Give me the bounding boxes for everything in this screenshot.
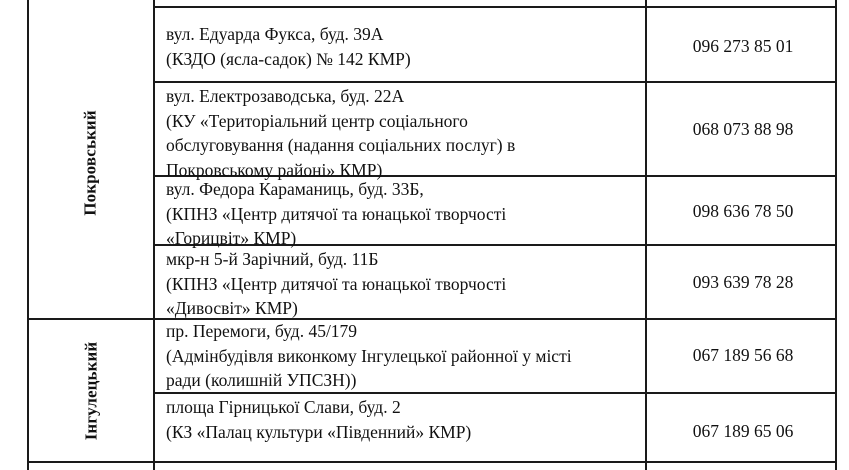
district-label: Покровський [81, 110, 100, 216]
address-cell [166, 177, 644, 251]
district-cell-pokrovskyi [29, 8, 153, 318]
address-line: (КЗ «Палац культури «Південний» КМР) [166, 421, 472, 442]
address-line: вул. Електрозаводська, буд. 22А [166, 86, 405, 106]
phone-cell: 067 189 56 68 [692, 345, 794, 365]
address-line: «Горицвіт» КМР) [166, 228, 297, 248]
district-cell-inhuletskyi [29, 320, 153, 461]
address-line: обслуговування (надання соціальних послуг) в [166, 135, 516, 155]
district-divider-bottom [27, 461, 837, 463]
address-line: (КЗДО (ясла-садок) № 142 КМР) [166, 48, 411, 69]
table-border-right [835, 0, 837, 470]
phone-cell: 096 273 85 01 [692, 36, 794, 56]
address-line: вул. Федора Караманиць, буд. 33Б, [166, 179, 424, 199]
district-label: Інгулецький [81, 341, 100, 440]
phone-cell: 067 189 65 06 [692, 421, 794, 441]
row-divider-top [153, 6, 837, 8]
address-line: (КПНЗ «Центр дитячої та юнацької творчості [166, 273, 507, 294]
table-divider-district [153, 0, 155, 470]
row-divider [153, 81, 837, 83]
address-line: пр. Перемоги, буд. 45/179 [166, 321, 358, 341]
address-line: «Дивосвіт» КМР) [166, 298, 298, 318]
address-line: вул. Едуарда Фукса, буд. 39А [166, 24, 384, 44]
address-line: (КПНЗ «Центр дитячої та юнацької творчості [166, 203, 507, 224]
address-cell [166, 319, 644, 393]
address-cell [166, 395, 644, 444]
address-line: (КУ «Територіальний центр соціального [166, 110, 468, 131]
address-line: мкр-н 5-й Зарічний, буд. 11Б [166, 249, 379, 269]
address-cell [166, 247, 644, 321]
phone-cell: 068 073 88 98 [692, 119, 794, 139]
address-line: ради (колишній УПСЗН)) [166, 370, 357, 390]
address-cell [166, 84, 644, 182]
address-cell [166, 22, 644, 71]
table-divider-phone [645, 0, 647, 470]
phone-cell: 093 639 78 28 [692, 272, 794, 292]
address-line: площа Гірницької Слави, буд. 2 [166, 397, 401, 417]
address-line: Покровському районі» КМР) [166, 159, 383, 180]
phone-cell: 098 636 78 50 [692, 201, 794, 221]
address-line: (Адмінбудівля виконкому Інгулецької районної у місті [166, 345, 572, 366]
